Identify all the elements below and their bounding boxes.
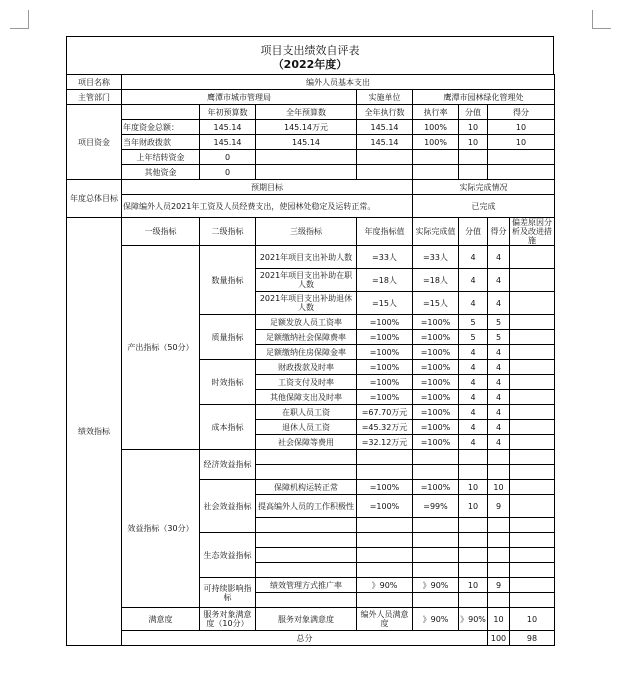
indicator-deviation [510, 518, 555, 533]
indicator-deviation [510, 533, 555, 548]
indicator-score: 10 [459, 495, 488, 518]
indicator-actual: =99% [413, 495, 459, 518]
perf-header-row [67, 218, 555, 246]
indicator-deviation [510, 390, 555, 405]
indicator-score: 4 [459, 435, 488, 450]
indicator-actual: =100% [413, 390, 459, 405]
indicator-score: 4 [459, 246, 488, 269]
indicator-score [459, 518, 488, 533]
indicator-l3: 财政拨款及时率 [256, 360, 357, 375]
funds-header-6: 得分 [488, 105, 555, 120]
indicator-score: 5 [459, 330, 488, 345]
indicator-got: 4 [488, 246, 510, 269]
indicator-target [357, 593, 413, 608]
economic-l2: 经济效益指标 [200, 450, 256, 480]
actual-status-text: 已完成 [413, 195, 555, 218]
indicator-l3 [256, 450, 357, 465]
indicator-got: 4 [488, 390, 510, 405]
cost-l2: 成本指标 [200, 405, 256, 450]
indicator-deviation [510, 495, 555, 518]
funds-cell: 10 [459, 120, 488, 135]
indicator-got: 4 [488, 435, 510, 450]
indicator-actual: =100% [413, 480, 459, 495]
impl-label: 实施单位 [357, 90, 413, 105]
perf-label: 绩效指标 [67, 218, 122, 646]
indicator-actual [413, 518, 459, 533]
indicator-l3: 保障机构运转正常 [256, 480, 357, 495]
funds-cell [413, 165, 459, 180]
funds-cell [413, 150, 459, 165]
indicator-actual [413, 593, 459, 608]
indicator-actual: 》90% [413, 578, 459, 593]
indicator-l3: 社会保障等费用 [256, 435, 357, 450]
satisfaction-l1: 服务对象满意度（10分） [200, 608, 256, 631]
perf-header-actual: 实际完成值 [413, 218, 459, 246]
funds-cell [256, 150, 357, 165]
indicator-l3 [256, 593, 357, 608]
funds-cell: 145.14 [200, 135, 256, 150]
indicator-deviation [510, 269, 555, 292]
perf-header-deviation: 偏差原因分析及改进措施 [510, 218, 555, 246]
perf-header-l2: 二级指标 [200, 218, 256, 246]
indicator-deviation [510, 420, 555, 435]
indicator-got: 4 [488, 375, 510, 390]
project-name-row [67, 75, 555, 90]
indicator-target: =32.12万元 [357, 435, 413, 450]
funds-cell: 145.14 [256, 135, 357, 150]
project-name-value: 编外人员基本支出 [122, 75, 555, 90]
total-label: 总分 [122, 631, 488, 646]
indicator-got: 4 [488, 405, 510, 420]
funds-cell [459, 165, 488, 180]
indicator-deviation [510, 360, 555, 375]
funds-header-3: 全年执行数 [357, 105, 413, 120]
dept-value: 鹰潭市城市管理局 [122, 90, 357, 105]
indicator-deviation [510, 578, 555, 593]
funds-cell [488, 150, 555, 165]
sheet-header [66, 36, 554, 74]
annual-goal-row [67, 195, 555, 218]
indicator-deviation [510, 563, 555, 578]
indicator-l3: 足额缴纳社会保障费率 [256, 330, 357, 345]
indicator-deviation [510, 292, 555, 315]
indicator-actual: =100% [413, 435, 459, 450]
indicator-got: 4 [488, 292, 510, 315]
indicator-score: 4 [459, 360, 488, 375]
indicator-got [488, 518, 510, 533]
page-subtitle: （2022年度） [272, 58, 348, 71]
funds-header-row [67, 105, 555, 120]
indicator-l3: 其他保障支出及时率 [256, 390, 357, 405]
expected-goal-header: 预期目标 [122, 180, 413, 195]
evaluation-table [66, 74, 555, 646]
funds-header-blank [122, 105, 200, 120]
funds-row-name: 年度资金总额： [122, 120, 200, 135]
funds-cell [459, 150, 488, 165]
indicator-got: 4 [488, 420, 510, 435]
dept-label: 主管部门 [67, 90, 122, 105]
funds-cell [357, 165, 413, 180]
indicator-l3 [256, 465, 357, 480]
indicator-deviation [510, 480, 555, 495]
funds-cell: 145.14 [357, 135, 413, 150]
indicator-target: =100% [357, 495, 413, 518]
indicator-target [357, 533, 413, 548]
funds-cell: 145.14万元 [256, 120, 357, 135]
benefit-l1: 效益指标（30分） [122, 450, 200, 608]
indicator-got: 10 [488, 480, 510, 495]
indicator-actual: =100% [413, 360, 459, 375]
funds-row [67, 135, 555, 150]
indicator-l3: 退休人员工资 [256, 420, 357, 435]
total-got: 98 [510, 631, 555, 646]
indicator-deviation [510, 345, 555, 360]
indicator-score [459, 548, 488, 563]
satisfaction-target: 》90% [413, 608, 459, 631]
indicator-target [357, 450, 413, 465]
funds-row-name: 其他资金 [122, 165, 200, 180]
indicator-actual [413, 533, 459, 548]
satisfaction-actual: 》90% [459, 608, 488, 631]
project-name-label: 项目名称 [67, 75, 122, 90]
indicator-deviation [510, 330, 555, 345]
indicator-got [488, 563, 510, 578]
funds-cell: 10 [488, 135, 555, 150]
indicator-actual: =100% [413, 420, 459, 435]
indicator-target: =67.70万元 [357, 405, 413, 420]
funds-row-name: 当年财政拨款 [122, 135, 200, 150]
indicator-deviation [510, 246, 555, 269]
funds-label: 项目资金 [67, 105, 122, 180]
indicator-l3: 2021年项目支出补助退休人数 [256, 292, 357, 315]
indicator-target: 》90% [357, 578, 413, 593]
indicator-l3 [256, 548, 357, 563]
indicator-score [459, 533, 488, 548]
indicator-l3 [256, 518, 357, 533]
indicator-actual [413, 548, 459, 563]
indicator-actual: =100% [413, 375, 459, 390]
indicator-deviation [510, 548, 555, 563]
indicator-got: 5 [488, 330, 510, 345]
indicator-l3 [256, 563, 357, 578]
funds-cell: 100% [413, 120, 459, 135]
indicator-got: 4 [488, 269, 510, 292]
perf-header-l3: 三级指标 [256, 218, 357, 246]
indicator-actual: =15人 [413, 292, 459, 315]
indicator-l3 [256, 533, 357, 548]
indicator-score: 10 [459, 480, 488, 495]
indicator-l3: 足额缴纳住房保障金率 [256, 345, 357, 360]
indicator-score: 4 [459, 345, 488, 360]
satisfaction-label: 满意度 [122, 608, 200, 631]
satisfaction-row [67, 608, 555, 631]
page-title: 项目支出绩效自评表 [260, 44, 360, 57]
indicator-score: 4 [459, 375, 488, 390]
indicator-target: =100% [357, 480, 413, 495]
indicator-got: 4 [488, 360, 510, 375]
page-corner-mark-top-left [10, 10, 29, 29]
indicator-got [488, 593, 510, 608]
indicator-deviation [510, 375, 555, 390]
perf-header-got: 得分 [488, 218, 510, 246]
funds-cell [256, 165, 357, 180]
sustain-l2: 可持续影响指标 [200, 578, 256, 608]
qty-l2: 数量指标 [200, 246, 256, 315]
indicator-actual: =18人 [413, 269, 459, 292]
indicator-target: =33人 [357, 246, 413, 269]
page-corner-mark-top-right [592, 10, 611, 29]
indicator-got: 5 [488, 315, 510, 330]
indicator-target [357, 548, 413, 563]
indicator-target: =100% [357, 390, 413, 405]
indicator-actual [413, 563, 459, 578]
funds-header-2: 全年预算数 [256, 105, 357, 120]
timely-l2: 时效指标 [200, 360, 256, 405]
indicator-actual: =100% [413, 315, 459, 330]
funds-row [67, 150, 555, 165]
funds-cell: 10 [459, 135, 488, 150]
indicator-deviation [510, 435, 555, 450]
funds-cell [488, 165, 555, 180]
funds-header-4: 执行率 [413, 105, 459, 120]
indicator-target: =100% [357, 315, 413, 330]
expected-goal-text: 保障编外人员2021年工资及人员经费支出，使园林处稳定及运转正常。 [122, 195, 413, 218]
funds-row [67, 165, 555, 180]
dept-row [67, 90, 555, 105]
satisfaction-l3: 编外人员满意度 [357, 608, 413, 631]
funds-cell [357, 150, 413, 165]
indicator-deviation [510, 465, 555, 480]
funds-cell: 0 [200, 150, 256, 165]
indicator-deviation [510, 405, 555, 420]
indicator-l3: 工资支付及时率 [256, 375, 357, 390]
indicator-target [357, 518, 413, 533]
indicator-target: =100% [357, 375, 413, 390]
indicator-actual [413, 450, 459, 465]
indicator-l3: 足额发放人员工资率 [256, 315, 357, 330]
funds-cell: 10 [488, 120, 555, 135]
indicator-target: =18人 [357, 269, 413, 292]
evaluation-sheet [66, 36, 554, 646]
indicator-target: =100% [357, 330, 413, 345]
satisfaction-score: 10 [488, 608, 510, 631]
indicator-l3: 2021年项目支出补助人数 [256, 246, 357, 269]
indicator-l3: 绩效管理方式推广率 [256, 578, 357, 593]
satisfaction-got: 10 [510, 608, 555, 631]
perf-header-score: 分值 [459, 218, 488, 246]
funds-header-1: 年初预算数 [200, 105, 256, 120]
satisfaction-l2: 服务对象满意度 [256, 608, 357, 631]
indicator-actual: =33人 [413, 246, 459, 269]
indicator-deviation [510, 593, 555, 608]
annual-goal-header-row [67, 180, 555, 195]
indicator-actual: =100% [413, 330, 459, 345]
indicator-score [459, 450, 488, 465]
indicator-got: 9 [488, 578, 510, 593]
quality-l2: 质量指标 [200, 315, 256, 360]
indicator-got [488, 465, 510, 480]
indicator-target: =45.32万元 [357, 420, 413, 435]
indicator-score [459, 563, 488, 578]
indicator-target: =100% [357, 345, 413, 360]
funds-cell: 100% [413, 135, 459, 150]
indicator-got [488, 548, 510, 563]
funds-header-5: 分值 [459, 105, 488, 120]
indicator-score: 5 [459, 315, 488, 330]
indicator-score [459, 465, 488, 480]
indicator-score: 4 [459, 420, 488, 435]
output-l1: 产出指标（50分） [122, 246, 200, 450]
indicator-target [357, 465, 413, 480]
perf-header-l1: 一级指标 [122, 218, 200, 246]
indicator-row [67, 450, 555, 465]
indicator-target: =100% [357, 360, 413, 375]
indicator-score: 4 [459, 269, 488, 292]
indicator-got: 4 [488, 345, 510, 360]
indicator-got [488, 533, 510, 548]
indicator-score [459, 593, 488, 608]
annual-goal-label: 年度总体目标 [67, 180, 122, 218]
indicator-target [357, 563, 413, 578]
indicator-l3: 2021年项目支出补助在职人数 [256, 269, 357, 292]
indicator-l3: 在职人员工资 [256, 405, 357, 420]
indicator-l3: 提高编外人员的工作积极性 [256, 495, 357, 518]
indicator-score: 4 [459, 292, 488, 315]
funds-cell: 145.14 [200, 120, 256, 135]
impl-value: 鹰潭市园林绿化管理处 [413, 90, 555, 105]
indicator-got [488, 450, 510, 465]
actual-status-header: 实际完成情况 [413, 180, 555, 195]
funds-row-name: 上年结转资金 [122, 150, 200, 165]
indicator-actual: =100% [413, 345, 459, 360]
indicator-score: 10 [459, 578, 488, 593]
funds-cell: 145.14 [357, 120, 413, 135]
indicator-actual [413, 465, 459, 480]
indicator-score: 4 [459, 405, 488, 420]
indicator-deviation [510, 315, 555, 330]
funds-cell: 0 [200, 165, 256, 180]
social-l2: 社会效益指标 [200, 480, 256, 533]
indicator-target: =15人 [357, 292, 413, 315]
indicator-actual: =100% [413, 405, 459, 420]
indicator-got: 9 [488, 495, 510, 518]
perf-header-target: 年度指标值 [357, 218, 413, 246]
total-row [67, 631, 555, 646]
indicator-deviation [510, 450, 555, 465]
indicator-score: 4 [459, 390, 488, 405]
eco-l2: 生态效益指标 [200, 533, 256, 578]
total-score: 100 [488, 631, 510, 646]
funds-row [67, 120, 555, 135]
indicator-row [67, 246, 555, 269]
